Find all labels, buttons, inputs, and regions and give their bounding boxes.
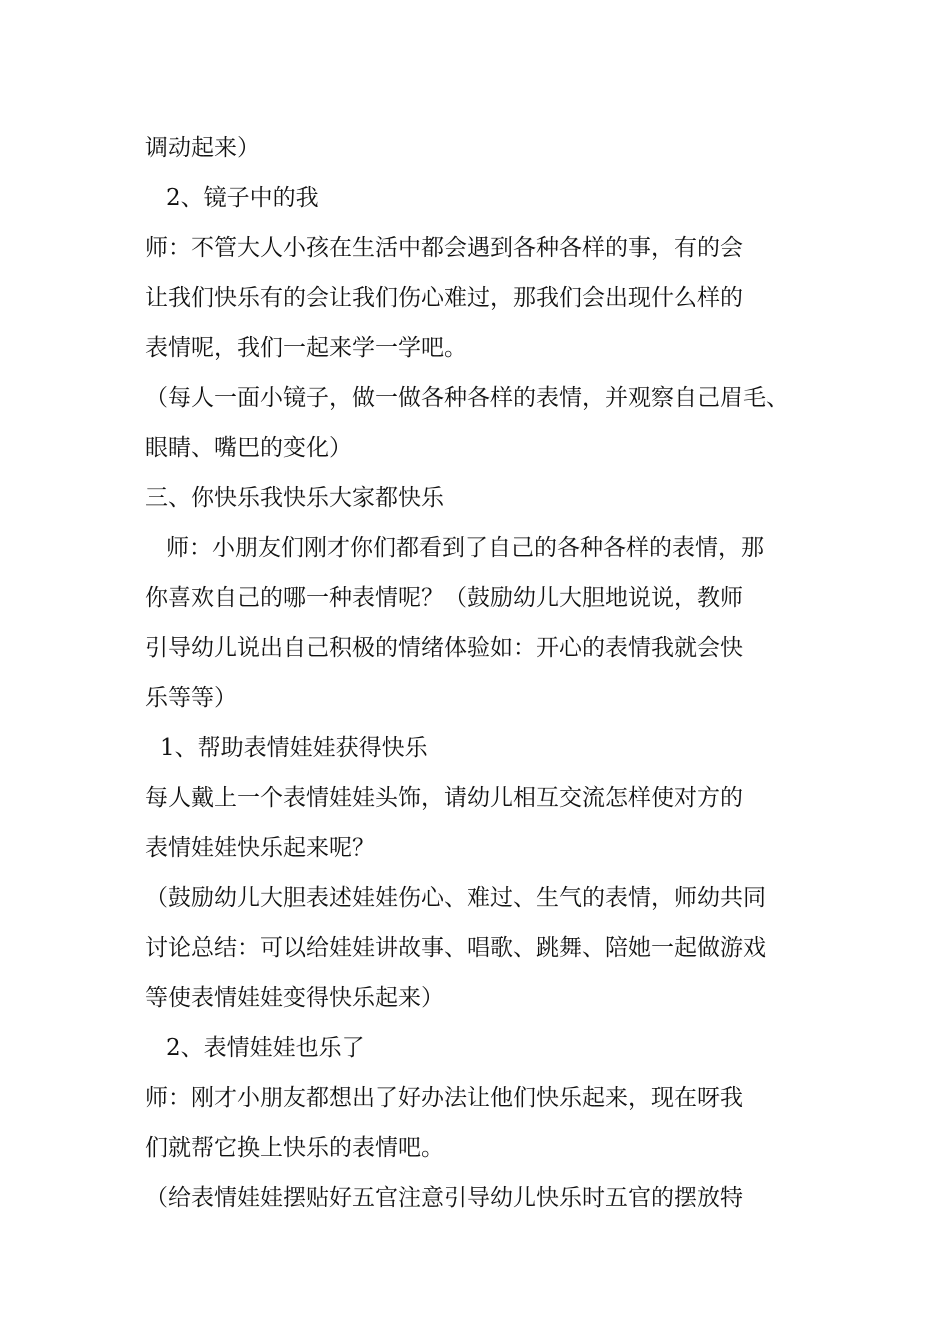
text-line: 等使表情娃娃变得快乐起来）	[145, 985, 444, 1011]
text-line: 师：刚才小朋友都想出了好办法让他们快乐起来，现在呀我	[145, 1085, 743, 1111]
text-line: 你喜欢自己的哪一种表情呢？（鼓励幼儿大胆地说说，教师	[145, 585, 743, 611]
text-line: （给表情娃娃摆贴好五官注意引导幼儿快乐时五官的摆放特	[145, 1185, 743, 1211]
text-line: 调动起来）	[145, 135, 260, 161]
text-line: 们就帮它换上快乐的表情吧。	[145, 1135, 444, 1161]
section-heading: 1、帮助表情娃娃获得快乐	[160, 735, 428, 761]
text-line: 师：不管大人小孩在生活中都会遇到各种各样的事，有的会	[145, 235, 743, 261]
text-line: 表情娃娃快乐起来呢？	[145, 835, 375, 861]
text-line: 每人戴上一个表情娃娃头饰，请幼儿相互交流怎样使对方的	[145, 785, 743, 811]
section-heading: 三、你快乐我快乐大家都快乐	[145, 485, 444, 511]
text-line: （鼓励幼儿大胆表述娃娃伤心、难过、生气的表情，师幼共同	[145, 885, 766, 911]
text-line: 讨论总结：可以给娃娃讲故事、唱歌、跳舞、陪她一起做游戏	[145, 935, 766, 961]
text-line: 乐等等）	[145, 685, 237, 711]
text-line: 让我们快乐有的会让我们伤心难过，那我们会出现什么样的	[145, 285, 743, 311]
text-line: 师：小朋友们刚才你们都看到了自己的各种各样的表情，那	[166, 535, 764, 561]
text-line: （每人一面小镜子，做一做各种各样的表情，并观察自己眉毛、	[145, 385, 789, 411]
text-line: 表情呢，我们一起来学一学吧。	[145, 335, 467, 361]
text-line: 眼睛、嘴巴的变化）	[145, 435, 352, 461]
section-heading: 2、镜子中的我	[166, 185, 319, 211]
text-line: 引导幼儿说出自己积极的情绪体验如：开心的表情我就会快	[145, 635, 743, 661]
section-heading: 2、表情娃娃也乐了	[166, 1035, 365, 1061]
